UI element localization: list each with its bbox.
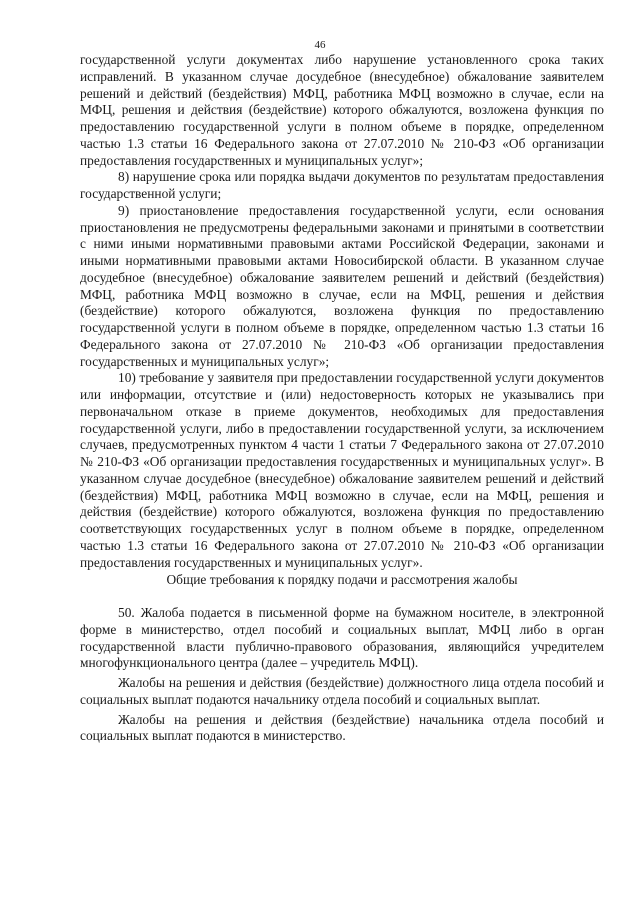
page-number: 46 (314, 39, 326, 51)
paragraph-item-10: 10) требование у заявителя при предоставлении государственной услуги документов или информации, отсутствие и (или) недостоверность которых не указывались при первоначальном отказе в приеме документов, необходимых для предоставления государственной услуги, либо в предоставлении государственной услуги, за исключением случаев, предусмотренных пунктом 4 части 1 статьи 7 Федерального закона от 27.07.2010 № 210-ФЗ «Об организации предоставления государственных и муниципальных услуг». В указанном случае досудебное (внесудебное) обжалование заявителем решений и действий (бездействия) МФЦ, работника МФЦ возможно в случае, если на МФЦ, решения и действия (бездействие) которого обжалуются, возложена функция по предоставлению соответствующих государственных услуг в полном объеме в порядке, определенном частью 1.3 статьи 16 Федерального закона от 27.07.2010 № 210-ФЗ «Об организации предоставления государственных и муниципальных услуг». (80, 370, 604, 570)
paragraph-item-8: 8) нарушение срока или порядка выдачи документов по результатам предоставления государственной услуги; (80, 169, 604, 201)
paragraph-continuation: государственной услуги документах либо нарушение установленного срока таких исправлений. В указанном случае досудебное (внесудебное) обжалование заявителем решений и действий (бездействия) МФЦ, работника МФЦ возможно в случае, если на МФЦ, решения и действия (бездействие) которого обжалуются, возложена функция по предоставлению государственной услуги в полном объеме в порядке, определенном частью 1.3 статьи 16 Федерального закона от 27.07.2010 № 210-ФЗ «Об организации предоставления государственных и муниципальных услуг»; (80, 52, 604, 168)
section-heading: Общие требования к порядку подачи и рассмотрения жалобы (166, 572, 518, 588)
paragraph-complaints-official: Жалобы на решения и действия (бездействие) должностного лица отдела пособий и социальных выплат подаются начальнику отдела пособий и социальных выплат. (80, 675, 604, 707)
paragraph-item-9: 9) приостановление предоставления государственной услуги, если основания приостановления не предусмотрены федеральными законами и принятыми в соответствии с ними иными нормативными правовыми актами Российской Федерации, законами и иными нормативными правовыми актами Новосибирской области. В указанном случае досудебное (внесудебное) обжалование заявителем решений и действий (бездействия) МФЦ, работника МФЦ возможно в случае, если на МФЦ, решения и действия (бездействие) которого обжалуются, возложена функция по предоставлению государственной услуги в полном объеме в порядке, определенном частью 1.3 статьи 16 Федерального закона от 27.07.2010 № 210-ФЗ «Об организации предоставления государственных и муниципальных услуг»; (80, 202, 604, 369)
paragraph-clause-50: 50. Жалоба подается в письменной форме на бумажном носителе, в электронной форме в министерство, отдел пособий и социальных выплат, МФЦ либо в орган государственной власти публично-правового образования, являющийся учредителем многофункционального центра (далее – учредитель МФЦ). (80, 605, 604, 671)
document-body (80, 52, 604, 745)
paragraph-complaints-head: Жалобы на решения и действия (бездействие) начальника отдела пособий и социальных выплат подаются в министерство. (80, 711, 604, 744)
